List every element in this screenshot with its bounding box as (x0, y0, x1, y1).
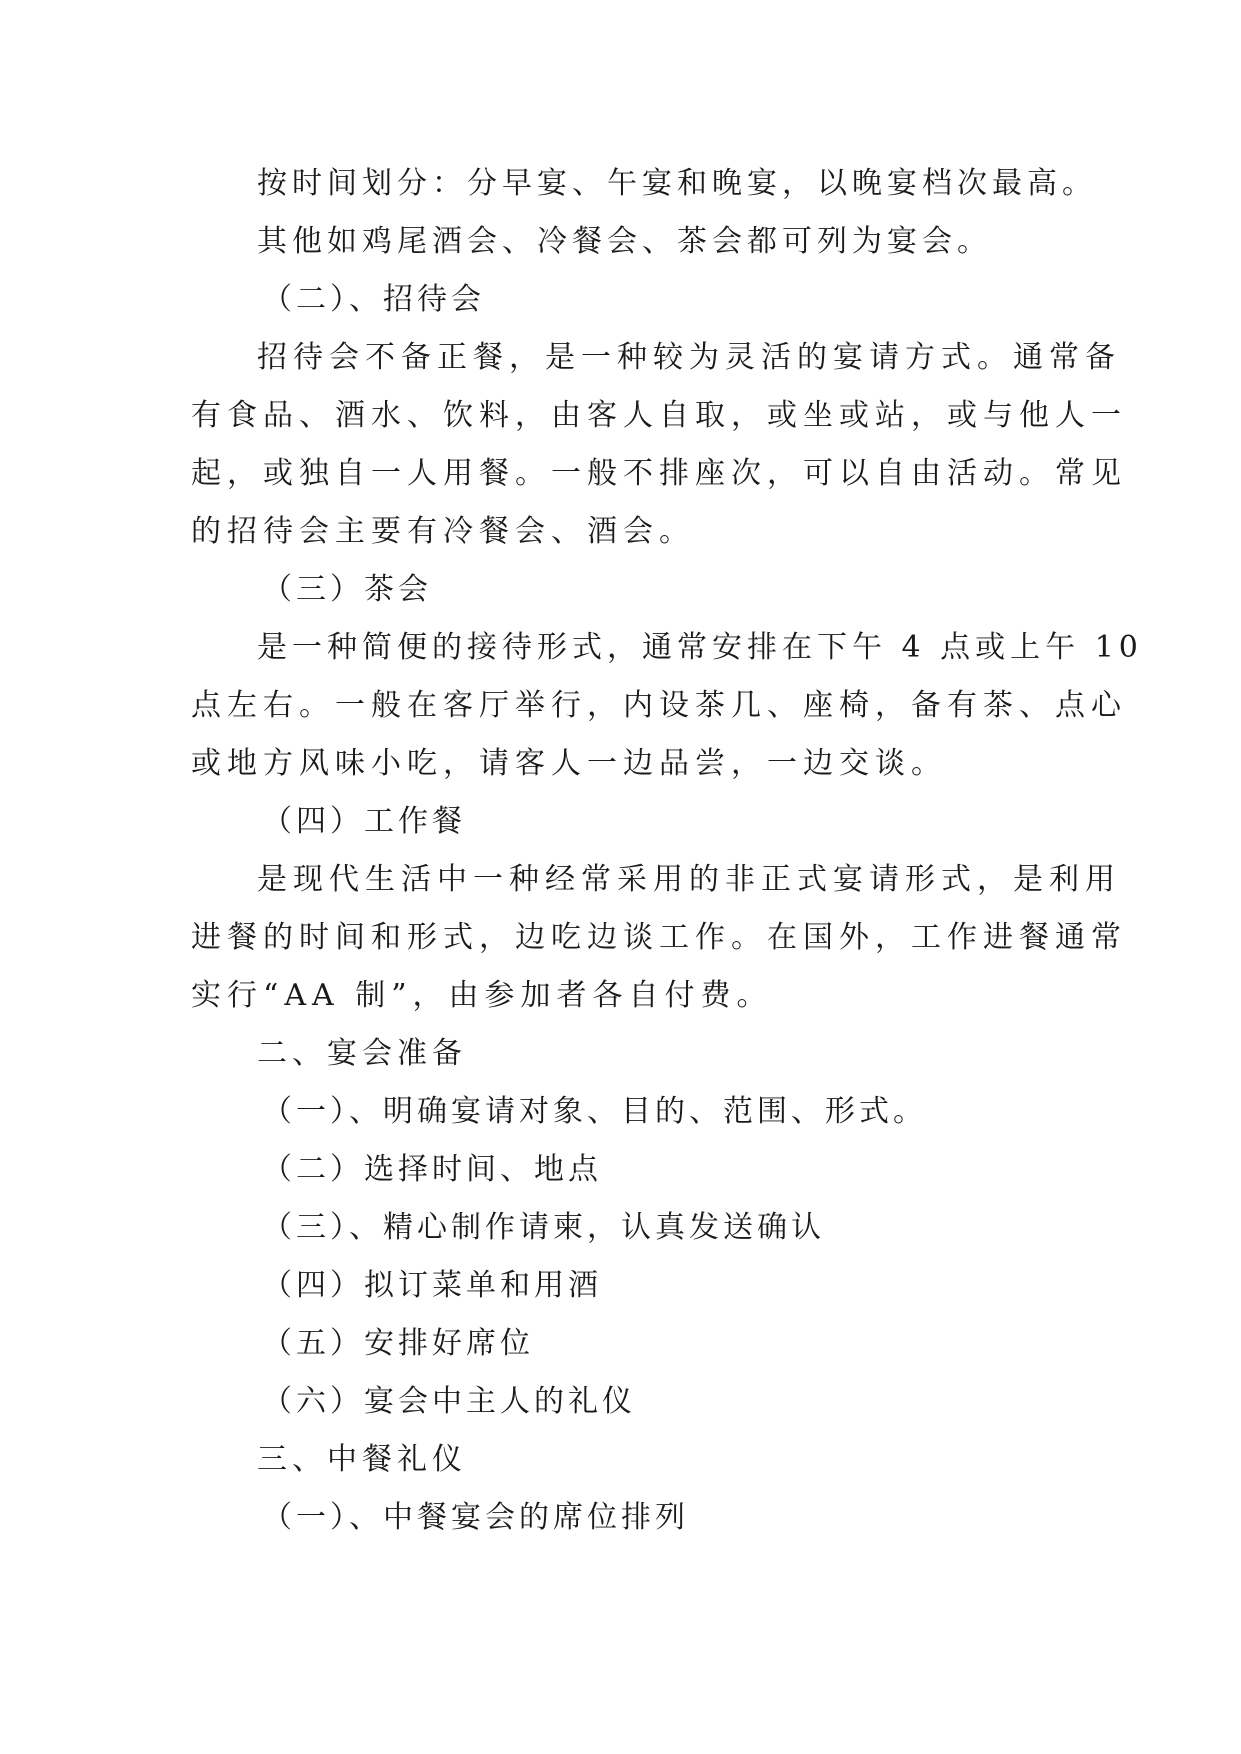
section-heading: （二）、招待会 (262, 282, 485, 317)
list-item: （六）宴会中主人的礼仪 (262, 1384, 636, 1419)
text-line: 其他如鸡尾酒会、冷餐会、茶会都可列为宴会。 (257, 224, 992, 259)
list-item: （一）、中餐宴会的席位排列 (262, 1500, 689, 1535)
text-line: 进餐的时间和形式，边吃边谈工作。在国外，工作进餐通常 (191, 920, 1127, 955)
list-item: （三）、精心制作请柬，认真发送确认 (262, 1210, 825, 1245)
text-line: 是现代生活中一种经常采用的非正式宴请形式，是利用 (257, 862, 1121, 897)
chapter-heading: 三、中餐礼仪 (257, 1442, 467, 1477)
text-line: 是一种简便的接待形式，通常安排在下午 4 点或上午 10 (257, 630, 1143, 665)
list-item: （四）拟订菜单和用酒 (262, 1268, 602, 1303)
section-heading: （四）工作餐 (262, 804, 466, 839)
section-heading: （三）茶会 (262, 572, 432, 607)
text-line: 的招待会主要有冷餐会、酒会。 (191, 514, 695, 549)
text-line: 有食品、酒水、饮料，由客人自取，或坐或站，或与他人一 (191, 398, 1127, 433)
chapter-heading: 二、宴会准备 (257, 1036, 467, 1071)
list-item: （一）、明确宴请对象、目的、范围、形式。 (262, 1094, 927, 1129)
text-line: 招待会不备正餐，是一种较为灵活的宴请方式。通常备 (257, 340, 1121, 375)
text-line: 点左右。一般在客厅举行，内设茶几、座椅，备有茶、点心 (191, 688, 1127, 723)
list-item: （二）选择时间、地点 (262, 1152, 602, 1187)
text-line: 起，或独自一人用餐。一般不排座次，可以自由活动。常见 (191, 456, 1127, 491)
list-item: （五）安排好席位 (262, 1326, 534, 1361)
text-line: 或地方风味小吃，请客人一边品尝，一边交谈。 (191, 746, 947, 781)
text-line: 实行“AA 制”，由参加者各自付费。 (191, 978, 773, 1013)
text-line: 按时间划分：分早宴、午宴和晚宴，以晚宴档次最高。 (257, 166, 1097, 201)
